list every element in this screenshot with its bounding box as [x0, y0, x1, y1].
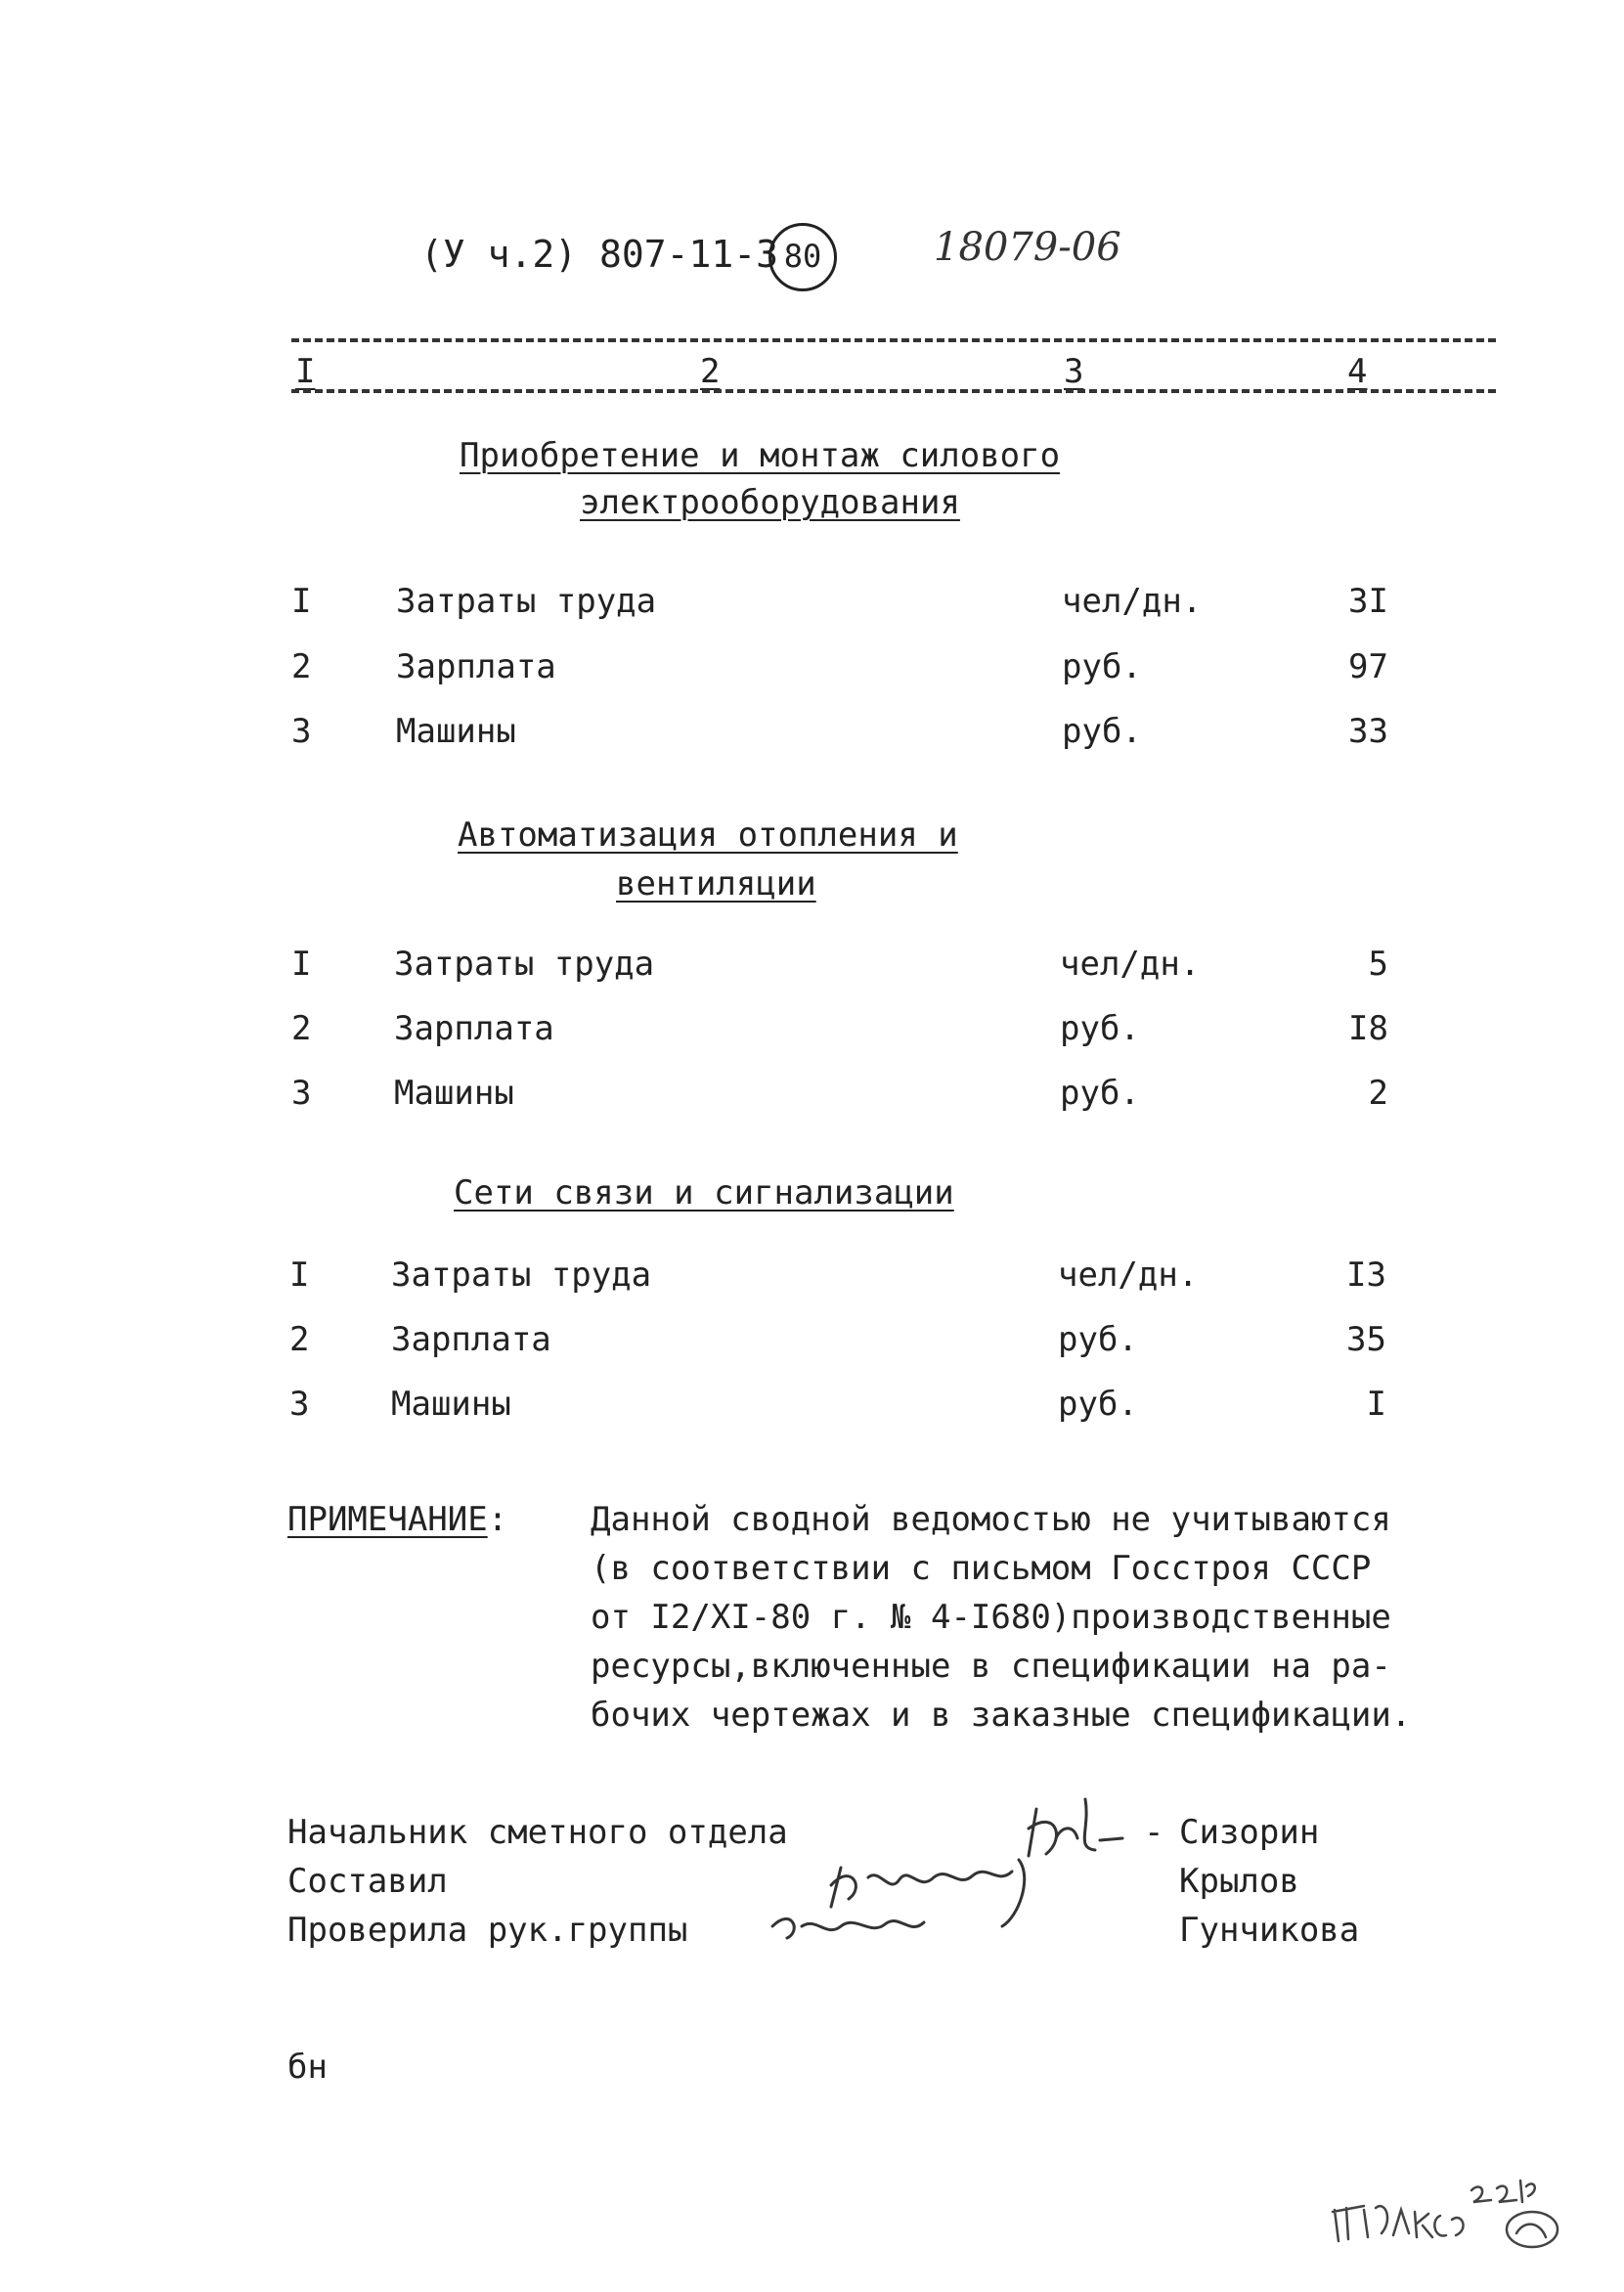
document-code: (У ч.2) 807-11-3 [420, 233, 779, 276]
section-2-row-1-value: 5 [1368, 945, 1388, 984]
column-header-3: 3 [1064, 352, 1084, 391]
signature-scribble-3 [772, 1918, 924, 1938]
footer-mark: бн [287, 2048, 328, 2087]
section-1-row-3-name: Машины [396, 712, 516, 751]
section-2-row-1-unit: чел/дн. [1060, 945, 1201, 984]
section-3-row-3-value: I [1366, 1385, 1386, 1424]
section-2-row-2-unit: руб. [1060, 1009, 1140, 1048]
column-header-2: 2 [700, 352, 721, 391]
signature-role-3: Проверила рук.группы [287, 1911, 688, 1950]
signature-role-2: Составил [287, 1862, 448, 1901]
dashed-rule-top [291, 338, 1496, 342]
signature-scribble-2 [831, 1860, 1025, 1926]
section-3-title-line1: Сети связи и сигнализации [454, 1173, 954, 1212]
note-line-1: Данной сводной ведомостью не учитываются [591, 1500, 1391, 1539]
note-label: ПРИМЕЧАНИЕ [287, 1500, 488, 1539]
section-1-row-2-unit: руб. [1062, 647, 1142, 686]
section-2-row-3-unit: руб. [1060, 1074, 1140, 1113]
handwritten-number: 18079-06 [934, 225, 1121, 270]
section-1-row-1-name: Затраты труда [396, 582, 657, 621]
section-1-row-1-num: I [291, 582, 312, 621]
section-3-row-1-num: I [289, 1256, 310, 1295]
dashed-rule-bottom [291, 389, 1496, 393]
signature-name-1: Сизорин [1179, 1813, 1320, 1852]
note-line-2: (в соответствии с письмом Госстроя СССР [591, 1549, 1372, 1588]
section-2-row-2-num: 2 [291, 1009, 312, 1048]
section-1-row-1-value: 3I [1348, 582, 1388, 621]
section-3-row-2-unit: руб. [1058, 1320, 1138, 1359]
note-colon: : [487, 1500, 508, 1539]
section-1-title-line2: электрооборудования [580, 483, 960, 522]
section-2-title-line1: Автоматизация отопления и [458, 815, 958, 855]
section-3-row-2-value: 35 [1346, 1320, 1386, 1359]
section-2-row-3-name: Машины [394, 1074, 514, 1113]
section-1-row-3-value: 33 [1348, 712, 1388, 751]
section-3-row-2-num: 2 [289, 1320, 310, 1359]
section-3-row-3-name: Машины [391, 1385, 511, 1424]
section-2-row-1-name: Затраты труда [394, 945, 655, 984]
signature-name-3: Гунчикова [1179, 1911, 1360, 1950]
section-1-row-3-unit: руб. [1062, 712, 1142, 751]
note-label-block [287, 1500, 507, 1539]
signature-scribble-1 [1029, 1799, 1122, 1856]
note-line-5: бочих чертежах и в заказные спецификации. [591, 1696, 1412, 1735]
corner-handwritten-stamp [1325, 2151, 1579, 2259]
signature-role-1: Начальник сметного отдела [287, 1813, 788, 1852]
section-3-row-3-unit: руб. [1058, 1385, 1138, 1424]
section-2-row-2-value: I8 [1348, 1009, 1388, 1048]
section-3-row-1-name: Затраты труда [391, 1256, 652, 1295]
handwritten-signatures [763, 1770, 1173, 1956]
section-1-row-3-num: 3 [291, 712, 312, 751]
page-number-circle [768, 223, 837, 291]
signature-dash-1: - [1144, 1813, 1164, 1852]
note-line-4: ресурсы,включенные в спецификации на ра- [591, 1647, 1391, 1686]
section-1-row-2-num: 2 [291, 647, 312, 686]
signature-name-2: Крылов [1179, 1862, 1299, 1901]
note-line-3: от I2/XI-80 г. № 4-I680)производственные [591, 1598, 1391, 1637]
section-3-row-1-unit: чел/дн. [1058, 1256, 1199, 1295]
section-1-row-1-unit: чел/дн. [1062, 582, 1203, 621]
section-1-row-2-name: Зарплата [396, 647, 556, 686]
section-1-title-line1: Приобретение и монтаж силового [460, 436, 1061, 475]
section-2-row-1-num: I [291, 945, 312, 984]
section-1-row-2-value: 97 [1348, 647, 1388, 686]
column-header-4: 4 [1347, 352, 1368, 391]
section-3-row-2-name: Зарплата [391, 1320, 551, 1359]
page-number: 80 [783, 238, 822, 275]
section-2-row-2-name: Зарплата [394, 1009, 554, 1048]
section-3-row-3-num: 3 [289, 1385, 310, 1424]
column-header-1: I [295, 352, 316, 391]
section-3-row-1-value: I3 [1346, 1256, 1386, 1295]
section-2-title-line2: вентиляции [616, 864, 816, 904]
section-2-row-3-num: 3 [291, 1074, 312, 1113]
section-2-row-3-value: 2 [1368, 1074, 1388, 1113]
